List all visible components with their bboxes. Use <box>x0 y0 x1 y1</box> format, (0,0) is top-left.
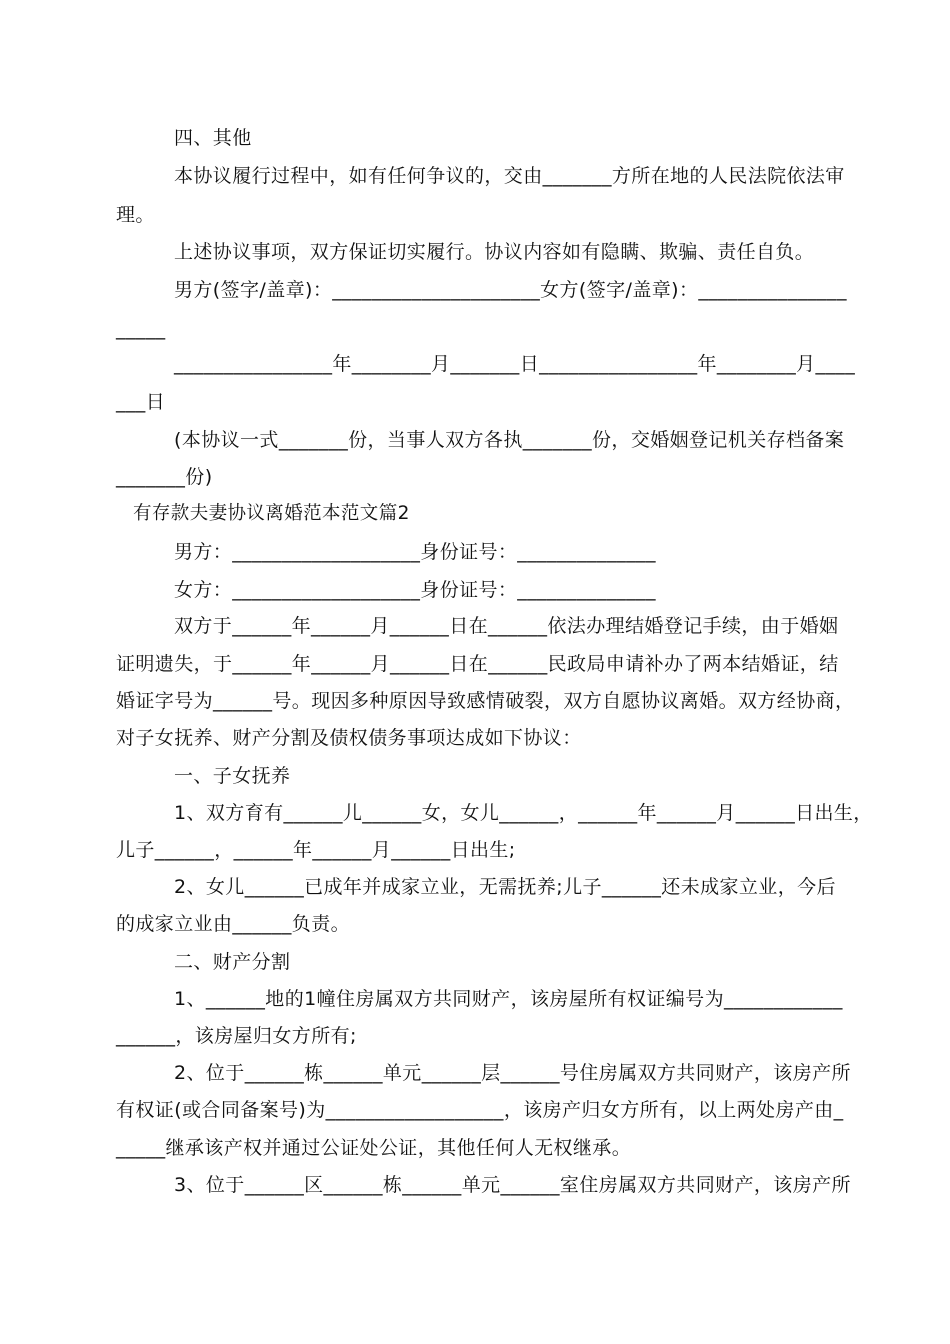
section-heading-child-custody: 一、子女抚养 <box>174 765 291 787</box>
copies-note: (本协议一式_______份，当事人双方各执_______份，交婚姻登记机关存档备案 <box>174 429 845 451</box>
paragraph-line: 儿子______，______年______月______日出生; <box>116 839 516 861</box>
paragraph-line: 有权证(或合同备案号)为__________________，该房产归女方所有，以上两处房产由_ <box>116 1099 844 1121</box>
male-party-line: 男方：___________________身份证号：______________ <box>174 541 656 563</box>
article-title: 有存款夫妻协议离婚范本范文篇2 <box>133 503 410 524</box>
paragraph-line: 3、位于______区______栋______单元______室住房属双方共同财产，该房产所 <box>174 1174 851 1196</box>
paragraph-line: _____继承该产权并通过公证处公证，其他任何人无权继承。 <box>116 1137 632 1159</box>
signature-line: 男方(签字/盖章)：_____________________女方(签字/盖章)：_______________ <box>174 279 847 301</box>
date-line: ________________年________月_______日________________年________月____ <box>174 353 856 375</box>
date-line-continued: ___日 <box>116 391 166 413</box>
signature-line-continued: _____ <box>116 318 166 340</box>
paragraph-line: 2、女儿______已成年并成家立业，无需抚养;儿子______还未成家立业，今后 <box>174 876 836 898</box>
paragraph-line: 1、______地的1幢住房属双方共同财产，该房屋所有权证编号为____________ <box>174 988 843 1010</box>
female-party-line: 女方：___________________身份证号：______________ <box>174 579 656 601</box>
paragraph-line: 婚证字号为______号。现因多种原因导致感情破裂，双方自愿协议离婚。双方经协商， <box>116 690 855 712</box>
paragraph-line: ______，该房屋归女方所有; <box>116 1025 357 1047</box>
paragraph-line: 对子女抚养、财产分割及债权债务事项达成如下协议： <box>116 727 582 749</box>
section-heading-other: 四、其他 <box>174 127 252 149</box>
section-heading-property-division: 二、财产分割 <box>174 951 291 973</box>
paragraph-line: 证明遗失，于______年______月______日在______民政局申请补办了两本结婚证，结 <box>116 653 839 675</box>
copies-note-continued: _______份) <box>116 466 213 488</box>
paragraph-line: 1、双方育有______儿______女，女儿______，______年______月______日出生， <box>174 802 873 824</box>
paragraph-line: 上述协议事项，双方保证切实履行。协议内容如有隐瞒、欺骗、责任自负。 <box>174 241 815 263</box>
paragraph-line: 2、位于______栋______单元______层______号住房属双方共同财产，该房产所 <box>174 1062 851 1084</box>
paragraph-line: 本协议履行过程中，如有任何争议的，交由_______方所在地的人民法院依法审 <box>174 165 845 187</box>
paragraph-line: 双方于______年______月______日在______依法办理结婚登记手续，由于婚姻 <box>174 615 839 637</box>
paragraph-line: 的成家立业由______负责。 <box>116 913 351 935</box>
paragraph-line: 理。 <box>116 204 155 226</box>
